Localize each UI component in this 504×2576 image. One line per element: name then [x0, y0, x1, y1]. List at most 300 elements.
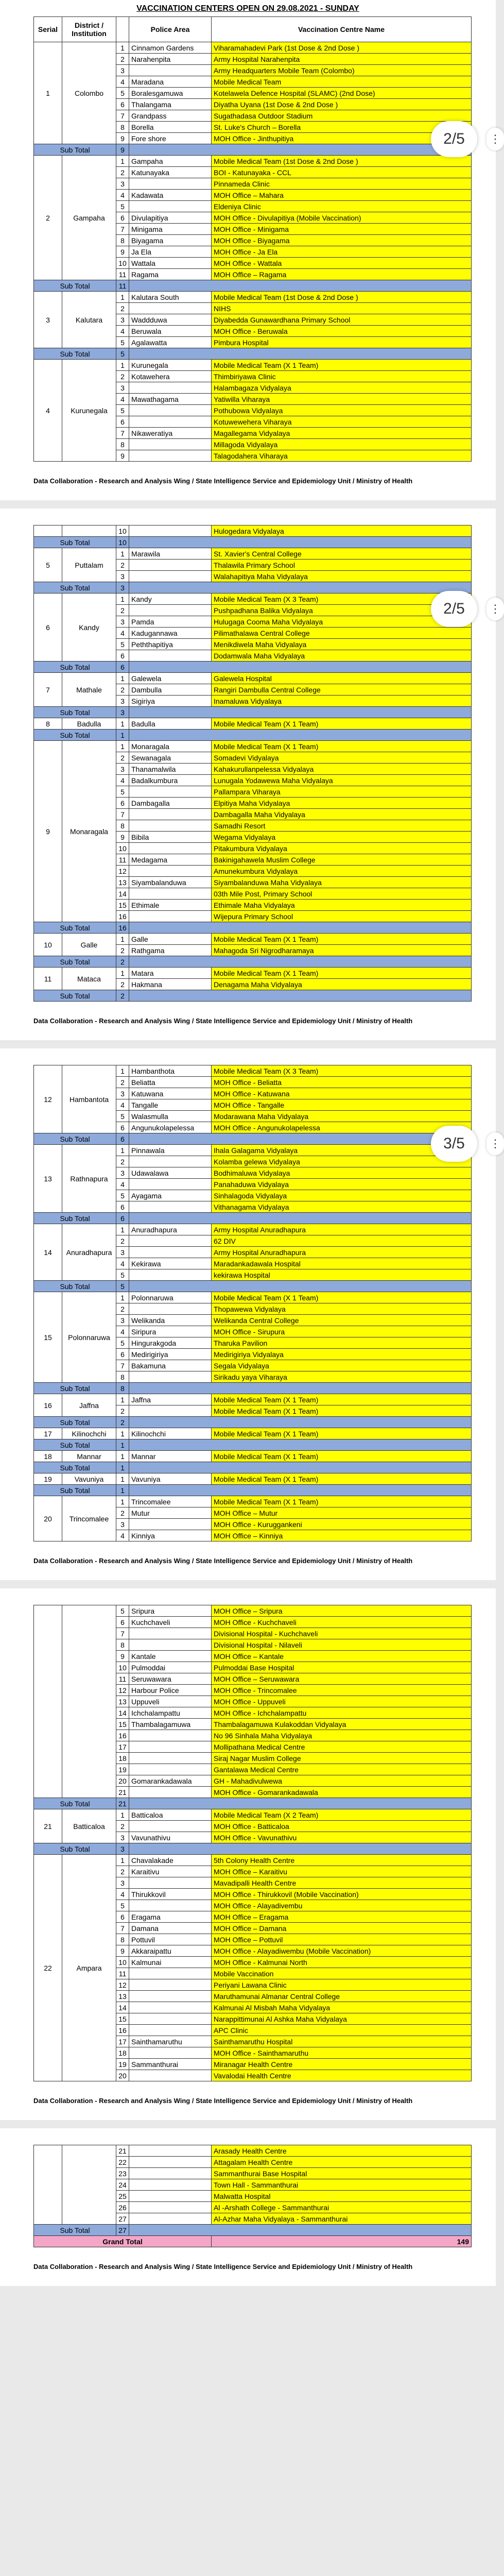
- vaccination-centre: Al-Azhar Maha Vidyalaya - Sammanthurai: [212, 2213, 472, 2225]
- vaccination-centre: Thambalagamuwa Kulakoddan Vidyalaya: [212, 1719, 472, 1730]
- police-area: Thanamalwila: [129, 764, 212, 775]
- row-number: 6: [116, 1349, 129, 1360]
- subtotal-empty: [129, 144, 472, 156]
- police-area: [129, 1979, 212, 1991]
- vaccination-centre: Mobile Medical Team (X 3 Team): [212, 594, 472, 605]
- row-number: 5: [116, 201, 129, 212]
- row-number: 4: [116, 1099, 129, 1111]
- vaccination-centre: Narappittimunai Al Ashka Maha Vidyalaya: [212, 2013, 472, 2025]
- vaccination-table: [33, 2145, 472, 2247]
- serial-cell: 19: [34, 1473, 62, 1485]
- vaccination-centre: Rangiri Dambulla Central College: [212, 684, 472, 696]
- table-header-row: [34, 17, 472, 42]
- vaccination-centre: MOH Office - Kuruggankeni: [212, 1519, 472, 1530]
- vaccination-centre: Tharuka Pavilion: [212, 1337, 472, 1349]
- police-area: Siripura: [129, 1326, 212, 1337]
- subtotal-label: Sub Total: [34, 707, 116, 718]
- row-number: 16: [116, 911, 129, 922]
- police-area: Kantale: [129, 1651, 212, 1662]
- row-number: 2: [116, 1156, 129, 1167]
- vaccination-centre: Bakinigahawela Muslim College: [212, 854, 472, 866]
- serial-cell: 18: [34, 1451, 62, 1462]
- subtotal-empty: [129, 1843, 472, 1855]
- row-number: 12: [116, 1979, 129, 1991]
- vaccination-centre: Dambagalla Maha Vidyalaya: [212, 809, 472, 820]
- police-area: Katuwana: [129, 1088, 212, 1099]
- table-row: [34, 292, 472, 303]
- vaccination-centre: Mahagoda Sri Nigrodharamaya: [212, 945, 472, 956]
- vaccination-centre: Mobile Medical Team (X 1 Team): [212, 1292, 472, 1303]
- police-area: Kurunegala: [129, 360, 212, 371]
- table-row: [34, 548, 472, 560]
- vaccination-centre: Ethimale Maha Vidyalaya: [212, 900, 472, 911]
- serial-cell: 10: [34, 934, 62, 956]
- vaccination-centre: Gantalawa Medical Centre: [212, 1764, 472, 1775]
- vaccination-centre: 62 DIV: [212, 1235, 472, 1247]
- vaccination-centre: MOH Office - Batticaloa: [212, 1821, 472, 1832]
- subtotal-label: Sub Total: [34, 1843, 116, 1855]
- subtotal-row: [34, 1439, 472, 1451]
- row-number: 7: [116, 110, 129, 122]
- vaccination-centre: Kotelawela Defence Hospital (SLAMC) (2nd Dose): [212, 88, 472, 99]
- police-area: [129, 2025, 212, 2036]
- vaccination-centre: Mollipathana Medical Centre: [212, 1741, 472, 1753]
- vaccination-centre: Kahakurullanpelessa Vidyalaya: [212, 764, 472, 775]
- district-cell: Puttalam: [62, 548, 116, 582]
- subtotal-count: 27: [116, 2225, 129, 2236]
- vaccination-centre: Mobile Medical Team (X 1 Team): [212, 360, 472, 371]
- vaccination-centre: MOH Office - Beliatta: [212, 1077, 472, 1088]
- vaccination-centre: Lunugala Yodawewa Maha Vidyalaya: [212, 775, 472, 786]
- row-number: 7: [116, 224, 129, 235]
- vaccination-centre: Kolamba gelewa Vidyalaya: [212, 1156, 472, 1167]
- subtotal-row: [34, 1383, 472, 1394]
- vaccination-centre: 5th Colony Health Centre: [212, 1855, 472, 1866]
- police-area: [129, 201, 212, 212]
- vaccination-centre: MOH Office - Divulapitiya (Mobile Vaccination): [212, 212, 472, 224]
- row-number: 10: [116, 258, 129, 269]
- vaccination-centre: APC Clinic: [212, 2025, 472, 2036]
- row-number: 6: [116, 416, 129, 428]
- row-number: 6: [116, 1617, 129, 1628]
- row-number: 15: [116, 1719, 129, 1730]
- row-number: 2: [116, 1507, 129, 1519]
- row-number: 4: [116, 394, 129, 405]
- row-number: 1: [116, 594, 129, 605]
- row-number: 1: [116, 1451, 129, 1462]
- police-area: [129, 605, 212, 616]
- row-number: 7: [116, 1923, 129, 1934]
- row-number: 8: [116, 1371, 129, 1383]
- vaccination-centre: Thimbiriyawa Clinic: [212, 371, 472, 382]
- serial-cell: 9: [34, 741, 62, 922]
- table-row: [34, 673, 472, 684]
- row-number: 1: [116, 1394, 129, 1405]
- subtotal-row: [34, 1281, 472, 1292]
- subtotal-label: Sub Total: [34, 348, 116, 360]
- row-number: 13: [116, 877, 129, 888]
- subtotal-empty: [129, 1213, 472, 1224]
- police-area: Galewela: [129, 673, 212, 684]
- vaccination-centre: Somadevi Vidyalaya: [212, 752, 472, 764]
- police-area: [129, 65, 212, 76]
- row-number: 6: [116, 1911, 129, 1923]
- vaccination-centre: Siyambalanduwa Maha Vidyalaya: [212, 877, 472, 888]
- serial-cell: 21: [34, 1809, 62, 1843]
- police-area: Kandy: [129, 594, 212, 605]
- subtotal-count: 1: [116, 1485, 129, 1496]
- table-row: [34, 968, 472, 979]
- vaccination-centre: MOH Office - Biyagama: [212, 235, 472, 246]
- vaccination-centre: Mobile Medical Team (X 1 Team): [212, 1405, 472, 1417]
- subtotal-row: [34, 730, 472, 741]
- vaccination-table: [33, 525, 472, 1002]
- subtotal-label: Sub Total: [34, 956, 116, 968]
- row-number: 2: [116, 605, 129, 616]
- serial-cell: 7: [34, 673, 62, 707]
- row-number: 3: [116, 696, 129, 707]
- police-area: Divulapitiya: [129, 212, 212, 224]
- header-cell: [116, 17, 129, 42]
- row-number: 18: [116, 1753, 129, 1764]
- subtotal-count: 2: [116, 1417, 129, 1428]
- subtotal-empty: [129, 662, 472, 673]
- vaccination-centre: Mobile Medical Team (X 1 Team): [212, 1451, 472, 1462]
- police-area: Walasmulla: [129, 1111, 212, 1122]
- subtotal-empty: [129, 582, 472, 594]
- vaccination-centre: MOH Office - Minigama: [212, 224, 472, 235]
- police-area: [129, 405, 212, 416]
- vaccination-centre: Pulmoddai Base Hospital: [212, 1662, 472, 1673]
- police-area: Bakamuna: [129, 1360, 212, 1371]
- vaccination-centre: Sugathadasa Outdoor Stadium: [212, 110, 472, 122]
- vaccination-centre: MOH Office – Mutur: [212, 1507, 472, 1519]
- vaccination-centre: Mobile Medical Team (X 1 Team): [212, 1496, 472, 1507]
- police-area: Agalawatta: [129, 337, 212, 348]
- district-cell: Kilinochchi: [62, 1428, 116, 1439]
- district-cell: Badulla: [62, 718, 116, 730]
- police-area: [129, 2002, 212, 2013]
- police-area: [129, 650, 212, 662]
- police-area: Thambalagamuwa: [129, 1719, 212, 1730]
- row-number: 1: [116, 673, 129, 684]
- row-number: 4: [116, 775, 129, 786]
- page-title: VACCINATION CENTERS OPEN ON 29.08.2021 - SUNDAY: [136, 4, 359, 13]
- row-number: 3: [116, 1315, 129, 1326]
- police-area: [129, 2191, 212, 2202]
- police-area: Mutur: [129, 1507, 212, 1519]
- page-footer: Data Collaboration - Research and Analysis Wing / State Intelligence Service and Epidemiology Unit / Ministry of Health: [33, 477, 413, 485]
- subtotal-empty: [129, 1462, 472, 1473]
- police-area: Akkaraipattu: [129, 1945, 212, 1957]
- vaccination-centre: Pimbura Hospital: [212, 337, 472, 348]
- row-number: 2: [116, 371, 129, 382]
- vaccination-centre: Miranagar Health Centre: [212, 2059, 472, 2070]
- row-number: 14: [116, 1707, 129, 1719]
- serial-cell: 14: [34, 1224, 62, 1281]
- row-number: 18: [116, 2047, 129, 2059]
- row-number: 16: [116, 1730, 129, 1741]
- subtotal-label: Sub Total: [34, 1798, 116, 1809]
- row-number: 15: [116, 900, 129, 911]
- subtotal-count: 8: [116, 1383, 129, 1394]
- police-area: [129, 1156, 212, 1167]
- subtotal-empty: [129, 2225, 472, 2236]
- subtotal-empty: [129, 280, 472, 292]
- district-cell: [62, 2145, 116, 2225]
- row-number: 1: [116, 968, 129, 979]
- vaccination-centre: Sinhalagoda Vidyalaya: [212, 1190, 472, 1201]
- row-number: 11: [116, 1968, 129, 1979]
- vaccination-centre: Thalawila Primary School: [212, 560, 472, 571]
- vaccination-centre: MOH Office - Uppuveli: [212, 1696, 472, 1707]
- row-number: 8: [116, 439, 129, 450]
- police-area: Udawalawa: [129, 1167, 212, 1179]
- row-number: 3: [116, 382, 129, 394]
- vaccination-centre: Modarawana Maha Vidyalaya: [212, 1111, 472, 1122]
- row-number: 6: [116, 798, 129, 809]
- vaccination-centre: MOH Office - Jinthupitiya: [212, 133, 472, 144]
- page-indicator[interactable]: 2/5: [431, 591, 477, 627]
- vaccination-centre: Eldeniya Clinic: [212, 201, 472, 212]
- row-number: 10: [116, 526, 129, 537]
- subtotal-count: 21: [116, 1798, 129, 1809]
- table-row: [34, 1145, 472, 1156]
- row-number: 1: [116, 1496, 129, 1507]
- vaccination-centre: Galewela Hospital: [212, 673, 472, 684]
- police-area: Cinnamon Gardens: [129, 42, 212, 54]
- row-number: 11: [116, 269, 129, 280]
- row-number: 10: [116, 843, 129, 854]
- page-footer: Data Collaboration - Research and Analysis Wing / State Intelligence Service and Epidemiology Unit / Ministry of Health: [33, 1017, 413, 1025]
- police-area: Grandpass: [129, 110, 212, 122]
- row-number: 25: [116, 2191, 129, 2202]
- row-number: 12: [116, 1685, 129, 1696]
- police-area: Welikanda: [129, 1315, 212, 1326]
- vaccination-centre: kekirawa Hospital: [212, 1269, 472, 1281]
- row-number: 3: [116, 178, 129, 190]
- district-cell: Rathnapura: [62, 1145, 116, 1213]
- subtotal-label: Sub Total: [34, 922, 116, 934]
- row-number: 8: [116, 1639, 129, 1651]
- police-area: [129, 1303, 212, 1315]
- vaccination-centre: MOH Office - Trincomalee: [212, 1685, 472, 1696]
- police-area: [129, 2213, 212, 2225]
- table-row: [34, 741, 472, 752]
- vaccination-centre: MOH Office – Seruwawara: [212, 1673, 472, 1685]
- police-area: Chavalakade: [129, 1855, 212, 1866]
- subtotal-count: 2: [116, 990, 129, 1002]
- subtotal-count: 11: [116, 280, 129, 292]
- district-cell: [62, 1605, 116, 1798]
- vaccination-centre: Pitakumbura Vidyalaya: [212, 843, 472, 854]
- table-row: [34, 934, 472, 945]
- table-row: [34, 2145, 472, 2157]
- police-area: [129, 2047, 212, 2059]
- row-number: 2: [116, 1821, 129, 1832]
- subtotal-label: Sub Total: [34, 990, 116, 1002]
- vaccination-centre: Siraj Nagar Muslim College: [212, 1753, 472, 1764]
- vaccination-centre: Pilimathalawa Central College: [212, 628, 472, 639]
- row-number: 5: [116, 1111, 129, 1122]
- police-area: Kalutara South: [129, 292, 212, 303]
- subtotal-count: 16: [116, 922, 129, 934]
- district-cell: Colombo: [62, 42, 116, 144]
- row-number: 2: [116, 1303, 129, 1315]
- police-area: Sammanthurai: [129, 2059, 212, 2070]
- police-area: Narahenpita: [129, 54, 212, 65]
- vaccination-centre: MOH Office - Alayadivembu: [212, 1900, 472, 1911]
- vaccination-centre: MOH Office – Kantale: [212, 1651, 472, 1662]
- row-number: 9: [116, 450, 129, 462]
- vaccination-centre: Welikanda Central College: [212, 1315, 472, 1326]
- serial-cell: 13: [34, 1145, 62, 1213]
- row-number: 15: [116, 2013, 129, 2025]
- vaccination-centre: Kalmunai Al Misbah Maha Vidyalaya: [212, 2002, 472, 2013]
- vaccination-centre: NIHS: [212, 303, 472, 314]
- vaccination-centre: Walahapitiya Maha Vidyalaya: [212, 571, 472, 582]
- police-area: Ja Ela: [129, 246, 212, 258]
- police-area: Maradana: [129, 76, 212, 88]
- district-cell: Kurunegala: [62, 360, 116, 462]
- vaccination-centre: St. Xavier's Central College: [212, 548, 472, 560]
- subtotal-empty: [129, 956, 472, 968]
- subtotal-label: Sub Total: [34, 1462, 116, 1473]
- vaccination-centre: MOH Office - Kuchchaveli: [212, 1617, 472, 1628]
- grand-total-value: 149: [212, 2236, 472, 2247]
- vaccination-centre: Diyabedda Gunawardhana Primary School: [212, 314, 472, 326]
- subtotal-count: 6: [116, 662, 129, 673]
- police-area: [129, 2013, 212, 2025]
- vaccination-centre: Attagalam Health Centre: [212, 2157, 472, 2168]
- subtotal-empty: [129, 990, 472, 1002]
- subtotal-label: Sub Total: [34, 2225, 116, 2236]
- row-number: 6: [116, 212, 129, 224]
- subtotal-row: [34, 662, 472, 673]
- subtotal-count: 2: [116, 956, 129, 968]
- page-3: [0, 1048, 501, 1580]
- vaccination-centre: Medirigiriya Vidyalaya: [212, 1349, 472, 1360]
- police-area: [129, 911, 212, 922]
- row-number: 1: [116, 934, 129, 945]
- vaccination-centre: Mobile Medical Team (1st Dose & 2nd Dose ): [212, 292, 472, 303]
- police-area: Batticaloa: [129, 1809, 212, 1821]
- serial-cell: [34, 526, 62, 537]
- row-number: 2: [116, 1077, 129, 1088]
- serial-cell: 8: [34, 718, 62, 730]
- more-options-icon[interactable]: ⋮: [486, 1132, 504, 1155]
- police-area: Katunayaka: [129, 167, 212, 178]
- row-number: 5: [116, 1337, 129, 1349]
- vaccination-centre: MOH Office - Vavunathivu: [212, 1832, 472, 1843]
- subtotal-row: [34, 1843, 472, 1855]
- district-cell: Kalutara: [62, 292, 116, 348]
- row-number: 3: [116, 314, 129, 326]
- police-area: Jaffna: [129, 1394, 212, 1405]
- row-number: 2: [116, 303, 129, 314]
- more-options-icon[interactable]: ⋮: [486, 128, 504, 150]
- police-area: Polonnaruwa: [129, 1292, 212, 1303]
- more-options-icon[interactable]: ⋮: [486, 598, 504, 620]
- subtotal-empty: [129, 1439, 472, 1451]
- police-area: [129, 809, 212, 820]
- row-number: 14: [116, 888, 129, 900]
- row-number: 13: [116, 1696, 129, 1707]
- row-number: 3: [116, 764, 129, 775]
- vaccination-table: [33, 1065, 472, 1541]
- police-area: Dambagalla: [129, 798, 212, 809]
- vaccination-centre: Panahaduwa Vidyalaya: [212, 1179, 472, 1190]
- page-indicator[interactable]: 3/5: [431, 1126, 477, 1162]
- row-number: 5: [116, 1900, 129, 1911]
- subtotal-empty: [129, 1417, 472, 1428]
- subtotal-label: Sub Total: [34, 1439, 116, 1451]
- vaccination-centre: Mobile Medical Team (X 1 Team): [212, 934, 472, 945]
- serial-cell: [34, 1605, 62, 1798]
- vaccination-centre: St. Luke's Church – Borella: [212, 122, 472, 133]
- vaccination-table: [33, 16, 472, 462]
- row-number: 1: [116, 1473, 129, 1485]
- subtotal-row: [34, 348, 472, 360]
- row-number: 10: [116, 1957, 129, 1968]
- vaccination-centre: Divisional Hospital - Kuchchaveli: [212, 1628, 472, 1639]
- police-area: Kekirawa: [129, 1258, 212, 1269]
- vaccination-centre: MOH Office – Karaitivu: [212, 1866, 472, 1877]
- subtotal-row: [34, 280, 472, 292]
- row-number: 13: [116, 1991, 129, 2002]
- vaccination-centre: MOH Office – Sripura: [212, 1605, 472, 1617]
- page-indicator[interactable]: 2/5: [431, 121, 477, 157]
- police-area: [129, 2145, 212, 2157]
- row-number: 5: [116, 639, 129, 650]
- subtotal-empty: [129, 730, 472, 741]
- district-cell: Mannar: [62, 1451, 116, 1462]
- vaccination-centre: MOH Office - Kalmunai North: [212, 1957, 472, 1968]
- table-row: [34, 360, 472, 371]
- vaccination-centre: Vithanagama Vidyalaya: [212, 1201, 472, 1213]
- vaccination-centre: Mobile Medical Team (X 1 Team): [212, 1428, 472, 1439]
- subtotal-row: [34, 1798, 472, 1809]
- subtotal-empty: [129, 348, 472, 360]
- vaccination-centre: MOH Office - Ja Ela: [212, 246, 472, 258]
- serial-cell: 6: [34, 594, 62, 662]
- police-area: [129, 1730, 212, 1741]
- subtotal-row: [34, 1417, 472, 1428]
- vaccination-centre: BOI - Katunayaka - CCL: [212, 167, 472, 178]
- district-cell: Gampaha: [62, 156, 116, 280]
- vaccination-centre: Army Hospital Anuradhapura: [212, 1247, 472, 1258]
- subtotal-row: [34, 990, 472, 1002]
- table-row: [34, 718, 472, 730]
- row-number: 7: [116, 1360, 129, 1371]
- subtotal-label: Sub Total: [34, 1213, 116, 1224]
- subtotal-count: 9: [116, 144, 129, 156]
- page-4: [0, 1588, 496, 2120]
- serial-cell: 3: [34, 292, 62, 348]
- row-number: 3: [116, 616, 129, 628]
- vaccination-centre: Periyani Lawana Clinic: [212, 1979, 472, 1991]
- vaccination-centre: Pallampara Viharaya: [212, 786, 472, 798]
- row-number: 11: [116, 1673, 129, 1685]
- subtotal-count: 1: [116, 1439, 129, 1451]
- vaccination-centre: Viharamahadevi Park (1st Dose & 2nd Dose ): [212, 42, 472, 54]
- page-5: [0, 2128, 496, 2286]
- row-number: 1: [116, 1292, 129, 1303]
- district-cell: Anuradhapura: [62, 1224, 116, 1281]
- vaccination-centre: Mobile Medical Team (X 1 Team): [212, 718, 472, 730]
- police-area: Damana: [129, 1923, 212, 1934]
- row-number: 17: [116, 1741, 129, 1753]
